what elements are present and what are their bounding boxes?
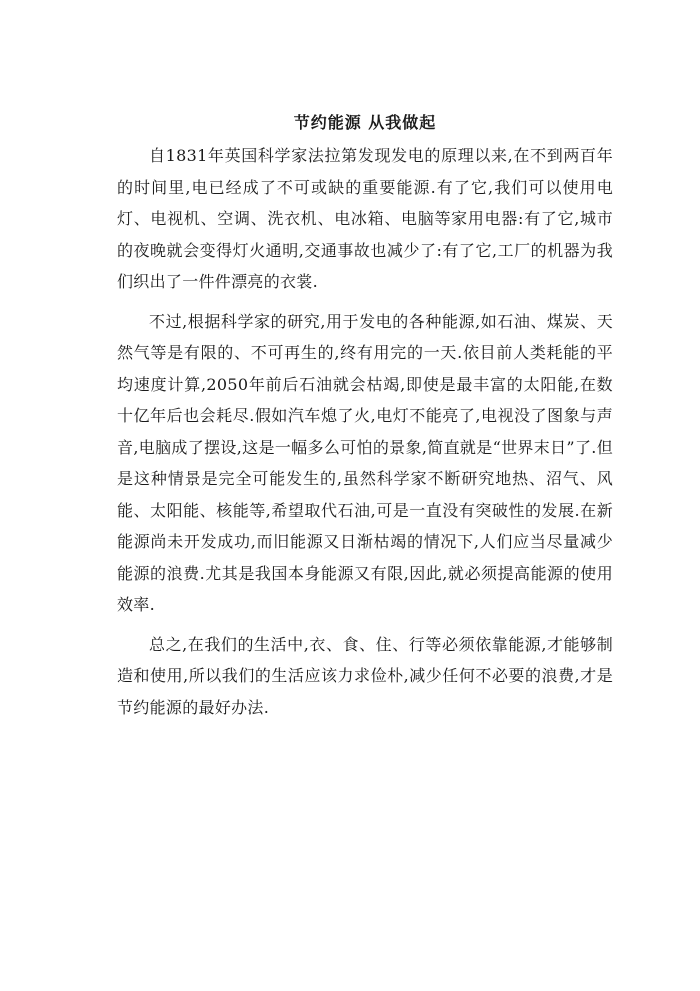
document-body	[117, 110, 613, 731]
paragraph-3: 总之,在我们的生活中,衣、食、住、行等必须依靠能源,才能够制造和使用,所以我们的生活应该力求俭朴,减少任何不必要的浪费,才是节约能源的最好办法.	[117, 634, 613, 717]
paragraph-1: 自1831年英国科学家法拉第发现发电的原理以来,在不到两百年的时间里,电已经成了不可或缺的重要能源.有了它,我们可以使用电灯、电视机、空调、洗衣机、电冰箱、电脑等家用电器:有了它,城市的夜晚就会变得灯火通明,交通事故也减少了:有了它,工厂的机器为我们织出了一件件漂亮的衣裳.	[117, 146, 613, 291]
paragraph-2: 不过,根据科学家的研究,用于发电的各种能源,如石油、煤炭、天然气等是有限的、不可再生的,终有用完的一天.依目前人类耗能的平均速度计算,2050年前后石油就会枯竭,即使是最丰富的太阳能,在数十亿年后也会耗尽.假如汽车熄了火,电灯不能亮了,电视没了图象与声音,电脑成了摆设,这是一幅多么可怕的景象,简直就是“世界末日”了.但是这种情景是完全可能发生的,虽然科学家不断研究地热、沼气、风能、太阳能、核能等,希望取代石油,可是一直没有突破性的发展.在新能源尚未开发成功,而旧能源又日渐枯竭的情况下,人们应当尽量减少能源的浪费.尤其是我国本身能源又有限,因此,就必须提高能源的使用效率.	[117, 311, 613, 614]
document-title: 节约能源 从我做起	[293, 113, 437, 132]
